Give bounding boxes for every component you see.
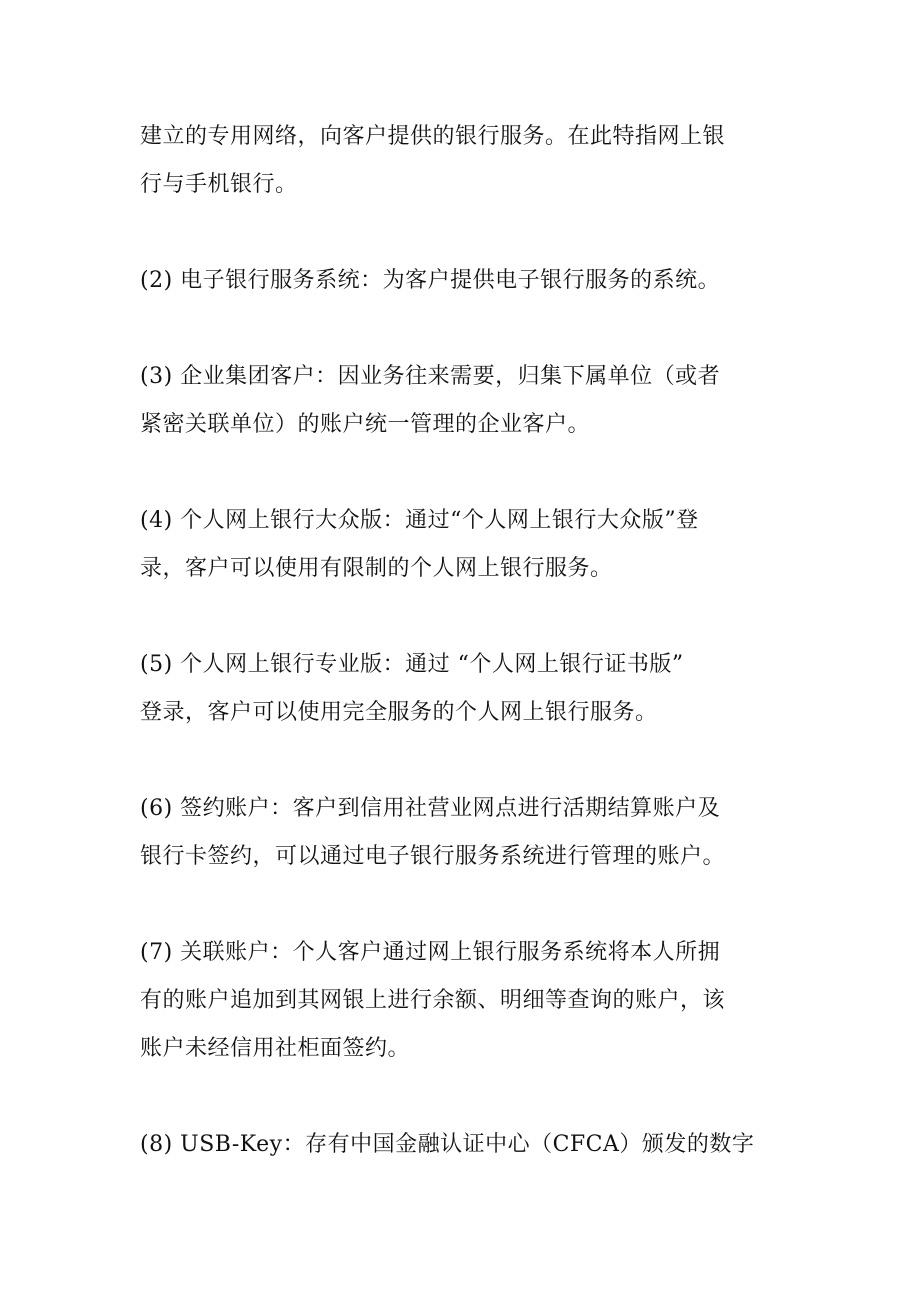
paragraph-spacer <box>140 305 790 353</box>
paragraph-spacer <box>140 1073 790 1121</box>
text-line: 账户未经信用社柜面签约。 <box>140 1036 411 1061</box>
text-line: (4) 个人网上银行大众版：通过“个人网上银行大众版”登 <box>140 508 699 533</box>
text-line: (7) 关联账户：个人客户通过网上银行服务系统将本人所拥 <box>140 940 721 965</box>
text-line: 登录，客户可以使用完全服务的个人网上银行服务。 <box>140 700 658 725</box>
text-line: (3) 企业集团客户：因业务往来需要，归集下属单位（或者 <box>140 364 721 389</box>
paragraph-spacer <box>140 881 790 929</box>
text-line: (2) 电子银行服务系统：为客户提供电子银行服务的系统。 <box>140 268 721 293</box>
paragraph-5-personal-banking-pro <box>140 641 790 737</box>
paragraph-spacer <box>140 737 790 785</box>
text-line: 紧密关联单位）的账户统一管理的企业客户。 <box>140 412 591 437</box>
paragraph-spacer <box>140 209 790 257</box>
text-line: 建立的专用网络，向客户提供的银行服务。在此特指网上银 <box>140 124 726 149</box>
paragraph-1-definition-continued <box>140 113 790 209</box>
document-body <box>140 113 790 1169</box>
paragraph-4-personal-banking-public <box>140 497 790 593</box>
text-line: 录，客户可以使用有限制的个人网上银行服务。 <box>140 556 613 581</box>
paragraph-2-e-banking-system <box>140 257 790 305</box>
paragraph-spacer <box>140 593 790 641</box>
paragraph-7-linked-account <box>140 929 790 1073</box>
paragraph-spacer <box>140 449 790 497</box>
paragraph-6-signed-account <box>140 785 790 881</box>
text-line: 有的账户追加到其网银上进行余额、明细等查询的账户，该 <box>140 988 726 1013</box>
text-line: 银行卡签约，可以通过电子银行服务系统进行管理的账户。 <box>140 844 726 869</box>
text-line: (8) USB-Key：存有中国金融认证中心（CFCA）颁发的数字 <box>140 1132 755 1157</box>
text-line: (6) 签约账户：客户到信用社营业网点进行活期结算账户及 <box>140 796 721 821</box>
paragraph-3-enterprise-group-client <box>140 353 790 449</box>
paragraph-8-usb-key <box>140 1121 790 1169</box>
text-line: 行与手机银行。 <box>140 172 298 197</box>
text-line: (5) 个人网上银行专业版：通过 “个人网上银行证书版” <box>140 652 684 677</box>
